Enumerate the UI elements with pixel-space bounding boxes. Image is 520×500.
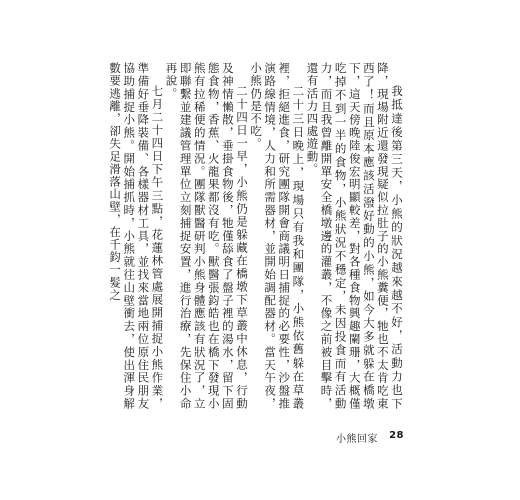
paragraph-2: 二十三日晚上，現場只有我和團隊，小熊依舊躲在草叢裡，拒絕進食，研究團隊開會商議明日捕捉的必要性，沙盤推演路線情境，人力和所需器材，並開始調配器材。當天午夜，小熊仍是不吃。 (249, 62, 306, 410)
paragraph-4: 七月二十四日下午三點，花蓮林管處展開捕捉小熊作業，準備好垂降裝備、各樣器材工具，並找來當地兩位原住民朋友協助捕捉小熊。開始捕抓時，小熊就往山壁衝去，使出渾身解數要逃離，卻失足滑落山壁，在千鈞一髮之 (108, 62, 165, 410)
body-text (108, 62, 404, 410)
page-number: 28 (389, 430, 404, 441)
paragraph-1: 我抵達後第三天，小熊的狀況越來越不好，活動力也下降，現場附近還發現疑似拉肚子的小熊糞便，牠也不太肯吃東西了！而且原本應該活潑好動的小熊，如今大多就躲在橋墩下，這天傍晚陸俊宏明顯較差，對各種食物興趣闌珊，大概僅吃掉不到一半的食物，小熊狀況不穩定，未因投食而有活動力，而且我曾離開單安全橋墩邊的灌叢，不像之前被目擊時，還有活力四處遊動。 (305, 62, 404, 410)
paragraph-3: 二十四日一早，小熊仍是躲藏在橋墩下草叢中休息，行動及神情懶散，垂掛食物後，牠僅舔食了盤子裡的湯水，留下固態食物，香蕉、火龍果都沒有吃。獸醫張鈞皓也在橋下發現小熊有拉稀便的情況。團隊獸醫研判小熊身體應該有狀況了，立即聯繫並建議管理單位立刻捕捉安置，進行治療，先保住小命再說。 (164, 62, 249, 410)
running-footer-title: 小熊回家 (336, 434, 378, 445)
